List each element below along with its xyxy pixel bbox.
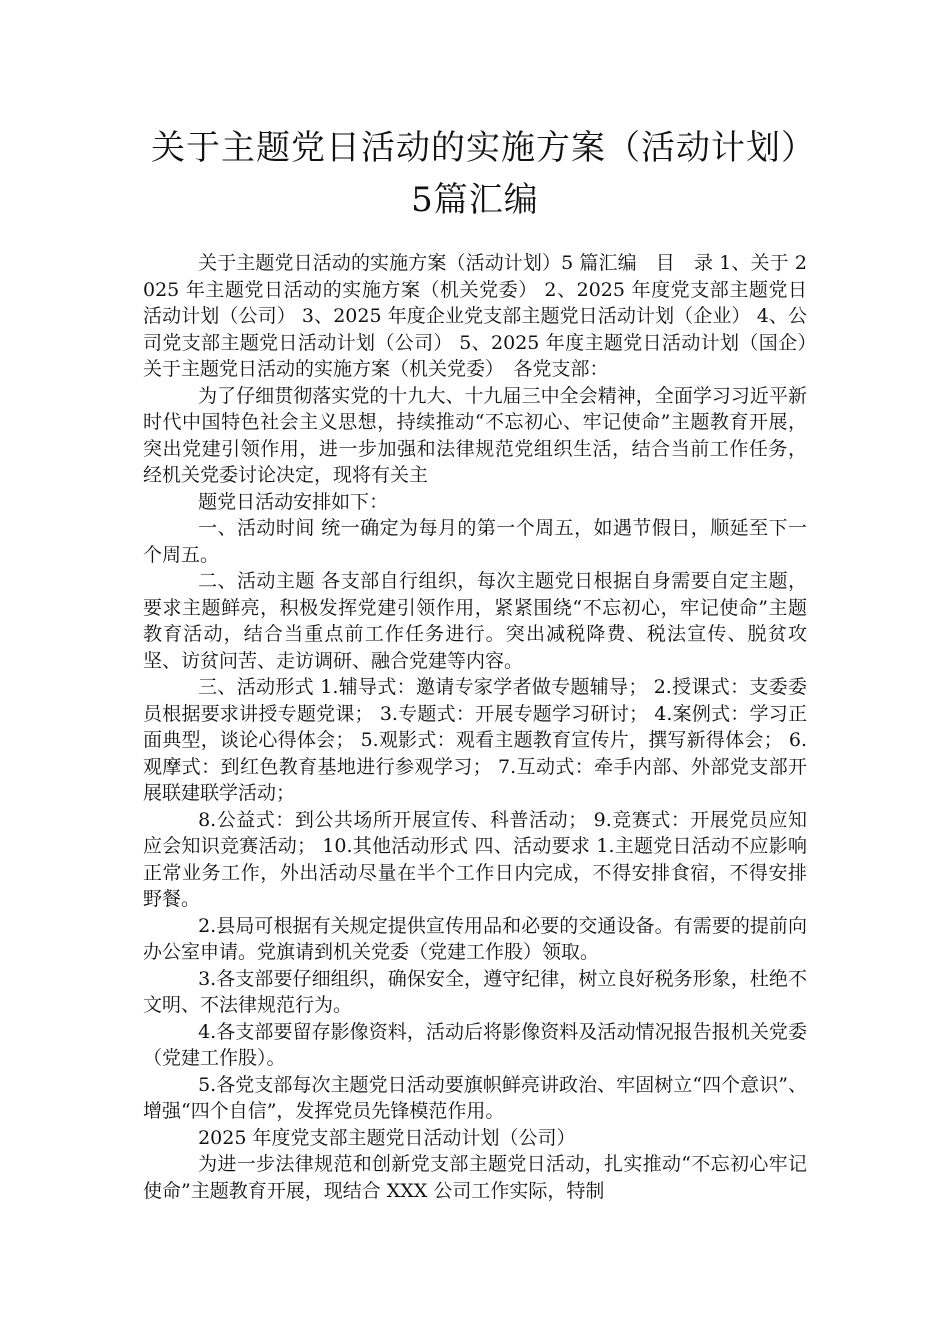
section-heading-company-plan: 2025 年度党支部主题党日活动计划（公司） bbox=[198, 1126, 576, 1149]
paragraph-intro-continued: 题党日活动安排如下： bbox=[198, 490, 389, 513]
paragraph-requirement-5: 5.各党支部每次主题党日活动要旗帜鲜亮讲政治、牢固树立“四个意识”、增强“四个自信”，发挥党员先锋模范作用。 bbox=[143, 1073, 807, 1122]
paragraph-activity-requirements: 8.公益式：到公共场所开展宣传、科普活动； 9.竞赛式：开展党员应知应会知识竞赛活动； 10.其他活动形式 四、活动要求 1.主题党日活动不应影响正常业务工作，外出活动尽量在半个工作日内完成，不得安排食宿，不得安排野餐。 bbox=[143, 808, 807, 910]
paragraph-intro: 为了仔细贯彻落实党的十九大、十九届三中全会精神，全面学习习近平新时代中国特色社会主义思想，持续推动“不忘初心、牢记使命”主题教育开展，突出党建引领作用，进一步加强和法律规范党组织生活，结合当前工作任务，经机关党委讨论决定，现将有关主 bbox=[143, 384, 807, 486]
paragraph-requirement-4: 4.各支部要留存影像资料，活动后将影像资料及活动情况报告报机关党委（党建工作股）。 bbox=[143, 1020, 807, 1069]
paragraph-requirement-2: 2.县局可根据有关规定提供宣传用品和必要的交通设备。有需要的提前向办公室申请。党旗请到机关党委（党建工作股）领取。 bbox=[143, 914, 807, 963]
paragraph-requirement-3: 3.各支部要仔细组织，确保安全，遵守纪律，树立良好税务形象，杜绝不文明、不法律规范行为。 bbox=[143, 967, 807, 1016]
paragraph-contents: 关于主题党日活动的实施方案（活动计划）5 篇汇编 目 录 1、关于 2025 年主题党日活动的实施方案（机关党委） 2、2025 年度党支部主题党日活动计划（公司） 3、2025 年度企业党支部主题党日活动计划（企业） 4、公司党支部主题党日活动计划（公司） 5、2025 年度主题党日活动计划（国企） 关于主题党日活动的实施方案（机关党委） 各党支部： bbox=[143, 252, 827, 380]
paragraph-company-plan-intro: 为进一步法律规范和创新党支部主题党日活动，扎实推动“不忘初心牢记使命”主题教育开展，现结合 XXX 公司工作实际，特制 bbox=[143, 1153, 807, 1202]
paragraph-activity-time: 一、活动时间 统一确定为每月的第一个周五，如遇节假日，顺延至下一个周五。 bbox=[143, 517, 807, 566]
paragraph-activity-theme: 二、活动主题 各支部自行组织，每次主题党日根据自身需要自定主题，要求主题鲜亮，积极发挥党建引领作用，紧紧围绕“不忘初心，牢记使命”主题教育活动，结合当重点前工作任务进行。突出减税降费、税法宣传、脱贫攻坚、访贫问苦、走访调研、融合党建等内容。 bbox=[143, 570, 807, 672]
document-body bbox=[143, 250, 827, 1204]
document-title: 关于主题党日活动的实施方案（活动计划）5篇汇编 bbox=[151, 128, 799, 220]
paragraph-activity-forms: 三、活动形式 1.辅导式：邀请专家学者做专题辅导； 2.授课式：支委委员根据要求讲授专题党课； 3.专题式：开展专题学习研讨； 4.案例式：学习正面典型，谈论心得体会； 5.观影式：观看主题教育宣传片，撰写新得体会； 6.观摩式：到红色教育基地进行参观学习； 7.互动式：牵手内部、外部党支部开展联建联学活动； bbox=[143, 676, 807, 804]
